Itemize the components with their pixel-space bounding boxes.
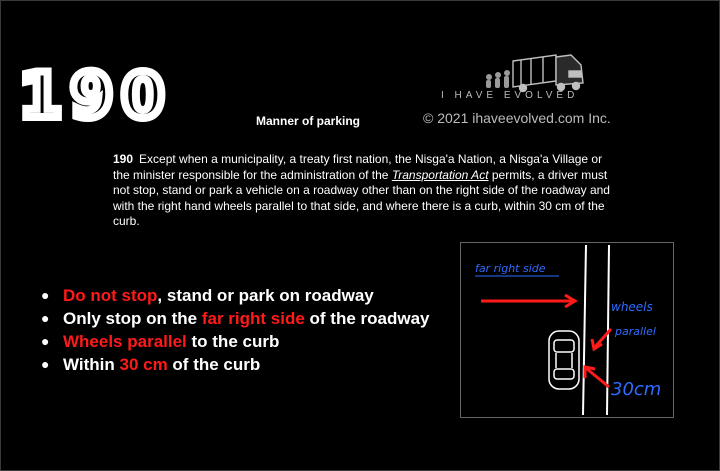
list-item: ● Do not stop, stand or park on roadway xyxy=(41,286,374,305)
statute-number: 190 xyxy=(113,152,134,166)
truck-logo xyxy=(431,41,631,121)
parking-diagram xyxy=(460,242,674,418)
statute-act-name: Transportation Act xyxy=(391,167,489,182)
evolution-figures-icon xyxy=(486,70,510,88)
brand-name: I HAVE EVOLVED xyxy=(441,90,579,101)
bullet-icon: ● xyxy=(41,310,50,326)
key-points-list xyxy=(41,284,430,376)
statute-text xyxy=(113,152,613,230)
copyright-text: © 2021 ihaveevolved.com Inc. xyxy=(423,110,611,126)
bullet-icon: ● xyxy=(41,333,50,349)
list-item: ● Only stop on the far right side of the roadway xyxy=(41,309,430,328)
list-item: ● Wheels parallel to the curb xyxy=(41,332,280,351)
distance-arrow-shaft xyxy=(587,369,609,387)
far-right-side-label: far right side xyxy=(475,262,546,275)
section-title: Manner of parking xyxy=(256,114,361,128)
statute-text-part1: Except when a municipality, a treaty first nation, the Nisga'a Nation, a Nisga'a Village or the minister responsible for the administration of the xyxy=(113,152,603,182)
distance-label: 30cm xyxy=(611,379,662,400)
truck-icon xyxy=(513,55,583,92)
car-icon xyxy=(549,331,579,389)
road-center-line xyxy=(583,245,586,415)
list-item: ● Within 30 cm of the curb xyxy=(41,355,261,374)
section-number: 190 xyxy=(19,65,173,125)
bullet-icon: ● xyxy=(41,287,50,303)
wheels-label: wheels xyxy=(611,300,653,314)
parallel-label: parallel xyxy=(615,325,656,338)
section-number-graphic xyxy=(19,65,219,125)
statute-text-part2: permits, a driver must not stop, stand or park a vehicle on a roadway other than on the right side of the roadway and with the right hand wheels parallel to that side, and where there is a curb, within 30 cm of the curb. xyxy=(113,167,610,229)
bullet-icon: ● xyxy=(41,356,50,372)
